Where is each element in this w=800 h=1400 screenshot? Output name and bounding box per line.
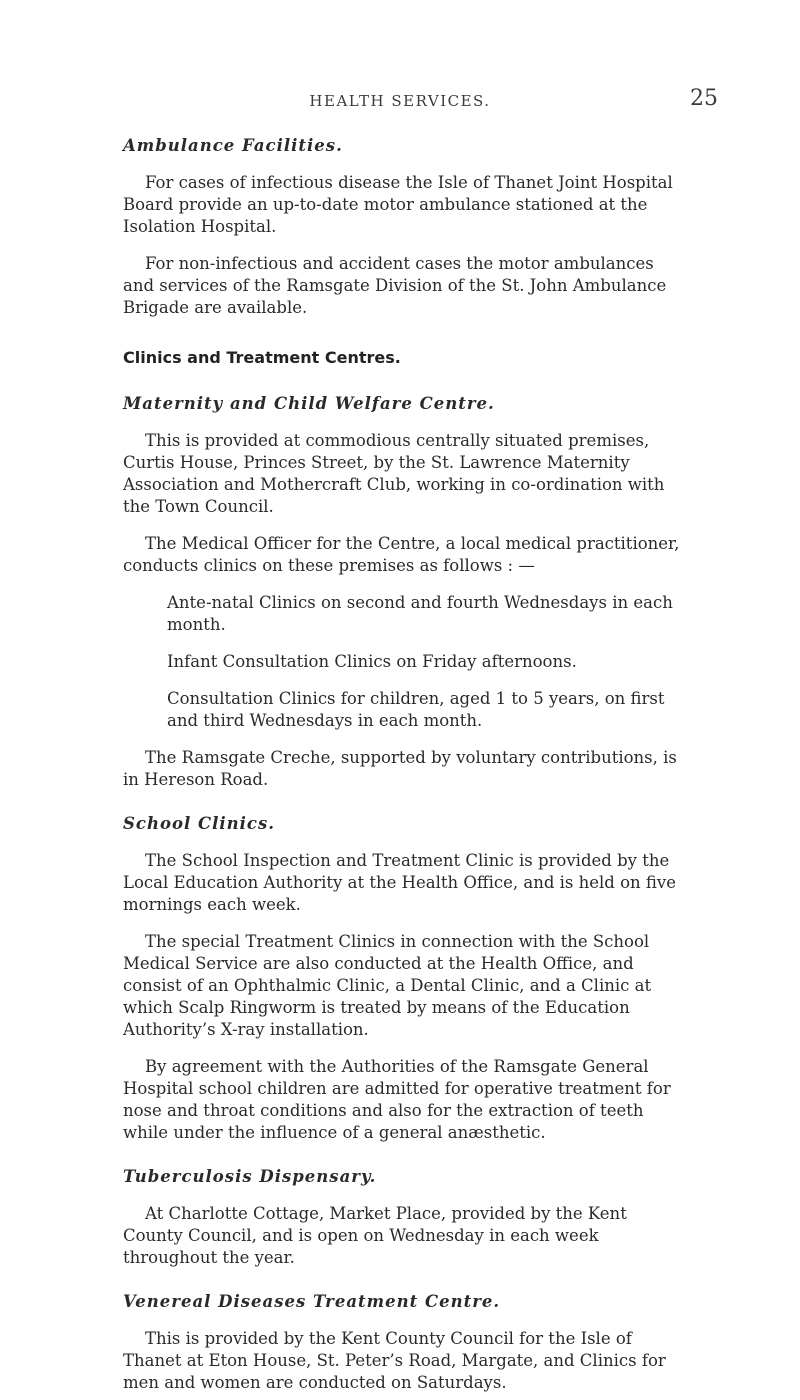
school-paragraph-1: The School Inspection and Treatment Clinic is provided by the Local Education Authority at the Health Office, and is held on five mornings each week. (123, 851, 677, 914)
tuberculosis-heading: Tuberculosis Dispensary. (123, 1167, 377, 1186)
venereal-heading: Venereal Diseases Treatment Centre. (123, 1292, 501, 1311)
maternity-paragraph-2: The Medical Officer for the Centre, a local medical practitioner, conducts clinics on these premises as follows : — (123, 534, 680, 575)
venereal-paragraph-1: This is provided by the Kent County Council for the Isle of Thanet at Eton House, St. Peter’s Road, Margate, and Clinics for men and women are conducted on Saturdays. (123, 1329, 666, 1392)
maternity-paragraph-1: This is provided at commodious centrally situated premises, Curtis House, Princes Street, by the St. Lawrence Maternity Association and Mothercraft Club, working in co-ordination with the Town Council. (123, 431, 665, 516)
page-body (123, 135, 683, 1394)
maternity-clinic-item-3: Consultation Clinics for children, aged 1 to 5 years, on first and third Wednesdays in each month. (167, 689, 665, 730)
maternity-clinic-item-2: Infant Consultation Clinics on Friday afternoons. (167, 652, 577, 671)
maternity-paragraph-3: The Ramsgate Creche, supported by voluntary contributions, is in Hereson Road. (123, 748, 677, 789)
school-paragraph-3: By agreement with the Authorities of the Ramsgate General Hospital school children are admitted for operative treatment for nose and throat conditions and also for the extraction of teeth while under the influence of a general anæsthetic. (123, 1057, 671, 1142)
page-number: 25 (690, 86, 718, 111)
ambulance-paragraph-2: For non-infectious and accident cases the motor ambulances and services of the Ramsgate Division of the St. John Ambulance Brigade are available. (123, 254, 667, 317)
clinics-section-heading: Clinics and Treatment Centres. (123, 348, 401, 367)
running-header-title: HEALTH SERVICES. (309, 92, 491, 110)
maternity-clinic-item-1: Ante-natal Clinics on second and fourth Wednesdays in each month. (167, 593, 673, 634)
ambulance-paragraph-1: For cases of infectious disease the Isle of Thanet Joint Hospital Board provide an up-to-date motor ambulance stationed at the Isolation Hospital. (123, 173, 673, 236)
maternity-heading: Maternity and Child Welfare Centre. (123, 394, 495, 413)
school-clinics-heading: School Clinics. (123, 814, 275, 833)
tuberculosis-paragraph-1: At Charlotte Cottage, Market Place, provided by the Kent County Council, and is open on Wednesday in each week throughout the year. (123, 1204, 627, 1267)
school-paragraph-2: The special Treatment Clinics in connection with the School Medical Service are also conducted at the Health Office, and consist of an Ophthalmic Clinic, a Dental Clinic, and a Clinic at which Scalp Ringworm is treated by means of the Education Authority’s X-ray installation. (123, 932, 652, 1039)
ambulance-heading: Ambulance Facilities. (123, 136, 343, 155)
